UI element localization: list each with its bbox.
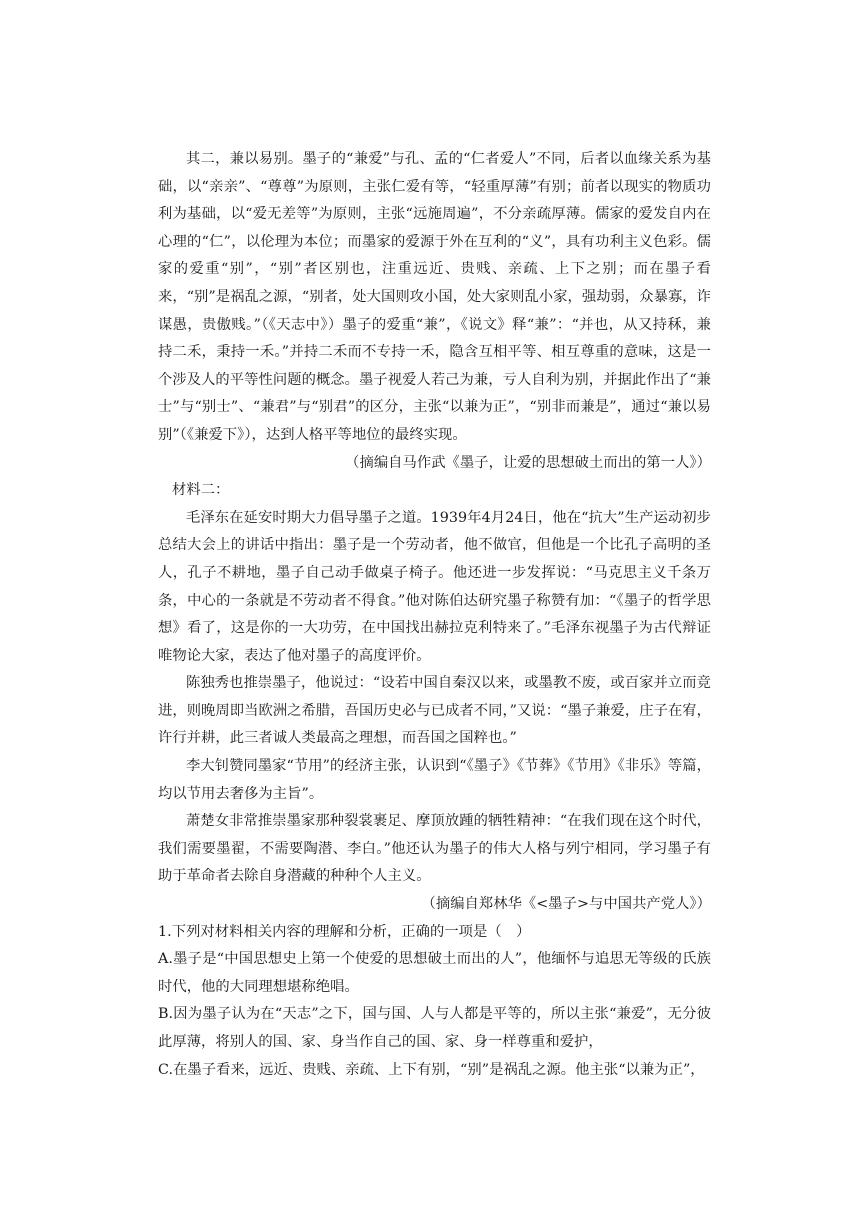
paragraph-mao-zedong: 毛泽东在延安时期大力倡导墨子之道。1939年4月24日，他在“抗大”生产运动初步总结大会上的讲话中指出：墨子是一个劳动者，他不做官，但他是一个比孔子高明的圣人，孔子不耕地，墨子自己动手做桌子椅子。他还进一步发挥说：“马克思主义千条万条，中心的一条就是不劳动者不得食。”他对陈伯达研究墨子称赞有加：“《墨子的哲学思想》看了，这是你的一大功劳，在中国找出赫拉克利特来了。”毛泽东视墨子为古代辩证唯物论大家，表达了他对墨子的高度评价。	[158, 509, 711, 664]
question-1-option-a: A.墨子是“中国思想史上第一个使爱的思想破土而出的人”，他缅怀与追思无等级的氏族时代，他的大同理想堪称绝唱。	[158, 951, 711, 995]
source-citation-1: （摘编自马作武《墨子，让爱的思想破土而出的第一人》）	[345, 454, 711, 471]
paragraph-jian-yi-yi-bie: 其二，兼以易别。墨子的“兼爱”与孔、孟的“仁者爱人”不同，后者以血缘关系为基础，以“亲亲”、“尊尊”为原则，主张仁爱有等，“轻重厚薄”有别；前者以现实的物质功利为基础，以“爱无差等”为原则，主张“远施周遍”，不分亲疏厚薄。儒家的爱发自内在心理的“仁”，以伦理为本位；而墨家的爱源于外在互利的“义”，具有功利主义色彩。儒家的爱重“别”，“别”者区别也，注重远近、贵贱、亲疏、上下之别；而在墨子看来，“别”是祸乱之源，“别者，处大国则攻小国，处大家则乱小家，强劫弱，众暴寡，诈谋愚，贵傲贱。”（《天志中》）墨子的爱重“兼”，《说文》释“兼”：“并也，从又持秝，兼持二禾，秉持一禾。”并持二禾而不专持一禾，隐含互相平等、相互尊重的意味，这是一个涉及人的平等性问题的概念。墨子视爱人若己为兼，亏人自利为别，并据此作出了“兼士”与“别士”、“兼君”与“别君”的区分，主张“以兼为正”，“别非而兼是”，通过“兼以易别”（《兼爱下》），达到人格平等地位的最终实现。	[158, 151, 711, 443]
question-1-option-b: B.因为墨子认为在“天志”之下，国与国、人与人都是平等的，所以主张“兼爱”，无分彼此厚薄，将别人的国、家、身当作自己的国、家、身一样尊重和爱护，	[158, 1006, 711, 1050]
paragraph-xiao-chunu: 萧楚女非常推崇墨家那种裂裳裹足、摩顶放踵的牺牲精神：“在我们现在这个时代，我们需要墨翟，不需要陶潜、李白。”他还认为墨子的伟大人格与列宁相同，学习墨子有助于革命者去除自身潜藏的种种个人主义。	[158, 813, 711, 885]
paragraph-chen-duxiu: 陈独秀也推崇墨子，他说过：“设若中国自秦汉以来，或墨教不废，或百家并立而竞进，则晚周即当欧洲之希腊，吾国历史必与已成者不同，”又说：“墨子兼爱，庄子在宥，许行并耕，此三者诚人类最高之理想，而吾国之国粹也。”	[158, 675, 711, 747]
question-1-stem: 1.下列对材料相关内容的理解和分析，正确的一项是（ ）	[158, 923, 531, 940]
material-two-label: 材料二：	[172, 482, 230, 499]
source-citation-2: （摘编自郑林华《<墨子>与中国共产党人》）	[421, 896, 711, 913]
question-1-option-c: C.在墨子看来，远近、贵贱、亲疏、上下有别，“别”是祸乱之源。他主张“以兼为正”，	[158, 1061, 705, 1078]
paragraph-li-dazhao: 李大钊赞同墨家“节用”的经济主张，认识到“《墨子》《节葬》《节用》《非乐》等篇，均以节用去奢侈为主旨”。	[158, 758, 711, 802]
document-page	[158, 146, 711, 1084]
